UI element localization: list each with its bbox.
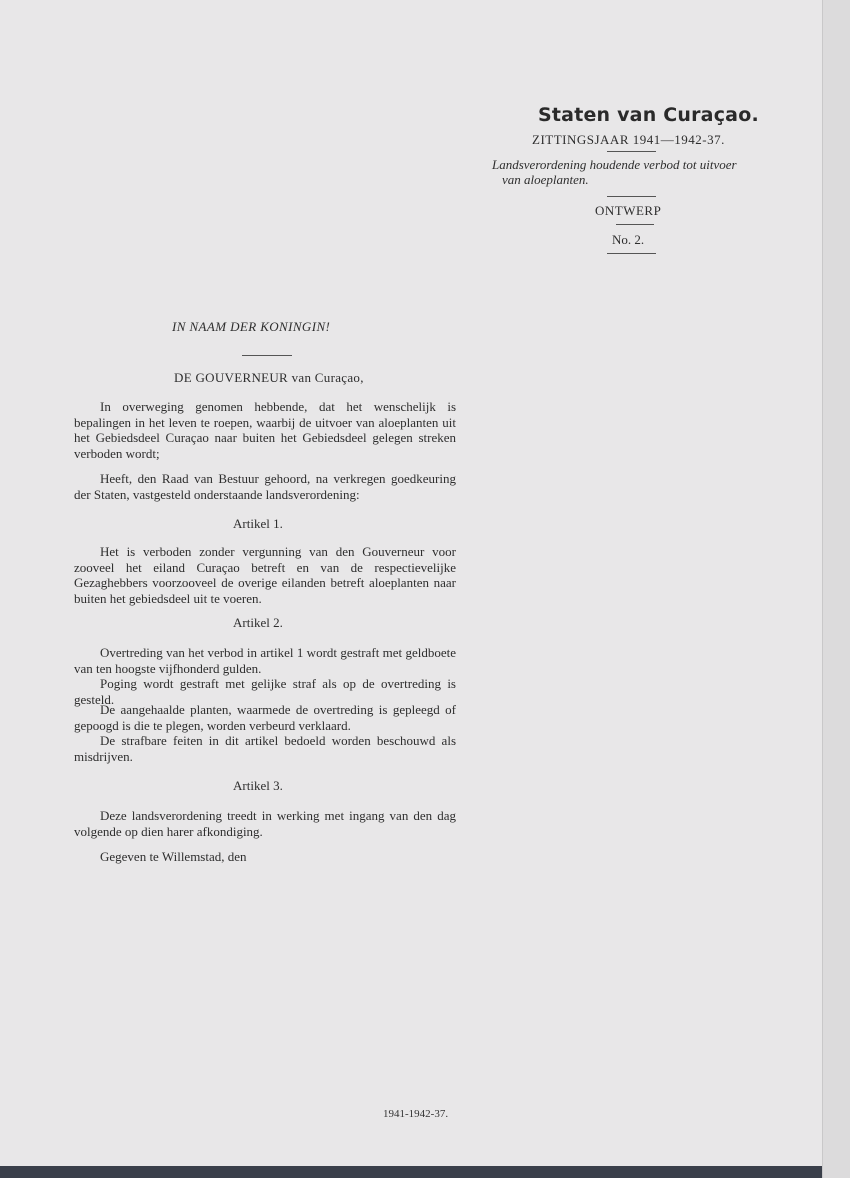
page-footer-reference: 1941-1942-37. [383, 1108, 449, 1120]
scan-background [0, 1166, 822, 1178]
subject-divider [607, 196, 656, 197]
governor-heading: DE GOUVERNEUR van Curaçao, [174, 370, 364, 385]
draft-number: No. 2. [612, 232, 645, 247]
article-2-paragraph-3: De aangehaalde planten, waarmede de overtreding is gepleegd of gepoogd is die te plegen, worden verbeurd verklaard. [74, 702, 456, 733]
subject-line-2: van aloeplanten. [502, 172, 589, 187]
article-3-paragraph-1: Deze landsverordening treedt in werking met ingang van den dag volgende op dien harer afkondiging. [74, 808, 456, 839]
session-year: ZITTINGSJAAR 1941—1942-37. [532, 132, 725, 147]
document-subject [492, 157, 782, 187]
enactment-paragraph: Heeft, den Raad van Bestuur gehoord, na verkregen goedkeuring der Staten, vastgesteld onderstaande landsverordening: [74, 471, 456, 502]
draft-label: ONTWERP [595, 203, 662, 218]
article-2-paragraph-4: De strafbare feiten in dit artikel bedoeld worden beschouwd als misdrijven. [74, 733, 456, 764]
draft-divider [616, 224, 654, 225]
document-title: Staten van Curaçao. [538, 104, 759, 126]
closing-line: Gegeven te Willemstad, den [100, 849, 247, 864]
adjacent-page-edge [822, 0, 850, 1178]
header-divider [607, 151, 656, 152]
subject-line-1: Landsverordening houdende verbod tot uitvoer [492, 157, 737, 172]
article-2-paragraph-2: Poging wordt gestraft met gelijke straf als op de overtreding is gesteld. [74, 676, 456, 707]
invocation: IN NAAM DER KONINGIN! [172, 319, 331, 334]
article-2-heading: Artikel 2. [233, 615, 283, 630]
article-3-heading: Artikel 3. [233, 778, 283, 793]
number-divider [607, 253, 656, 254]
article-2-paragraph-1: Overtreding van het verbod in artikel 1 wordt gestraft met geldboete van ten hoogste vijfhonderd gulden. [74, 645, 456, 676]
article-1-paragraph-1: Het is verboden zonder vergunning van den Gouverneur voor zooveel het eiland Curaçao betreft en van de respectievelijke Gezaghebbers voorzooveel de overige eilanden betreft aloeplanten naar buiten het gebiedsdeel uit te voeren. [74, 544, 456, 606]
invocation-divider [242, 355, 292, 356]
article-1-heading: Artikel 1. [233, 516, 283, 531]
considering-paragraph: In overweging genomen hebbende, dat het wenschelijk is bepalingen in het leven te roepen, waarbij de uitvoer van aloeplanten uit het Gebiedsdeel Curaçao naar buiten het Gebiedsdeel gelegen streken verboden wordt; [74, 399, 456, 461]
